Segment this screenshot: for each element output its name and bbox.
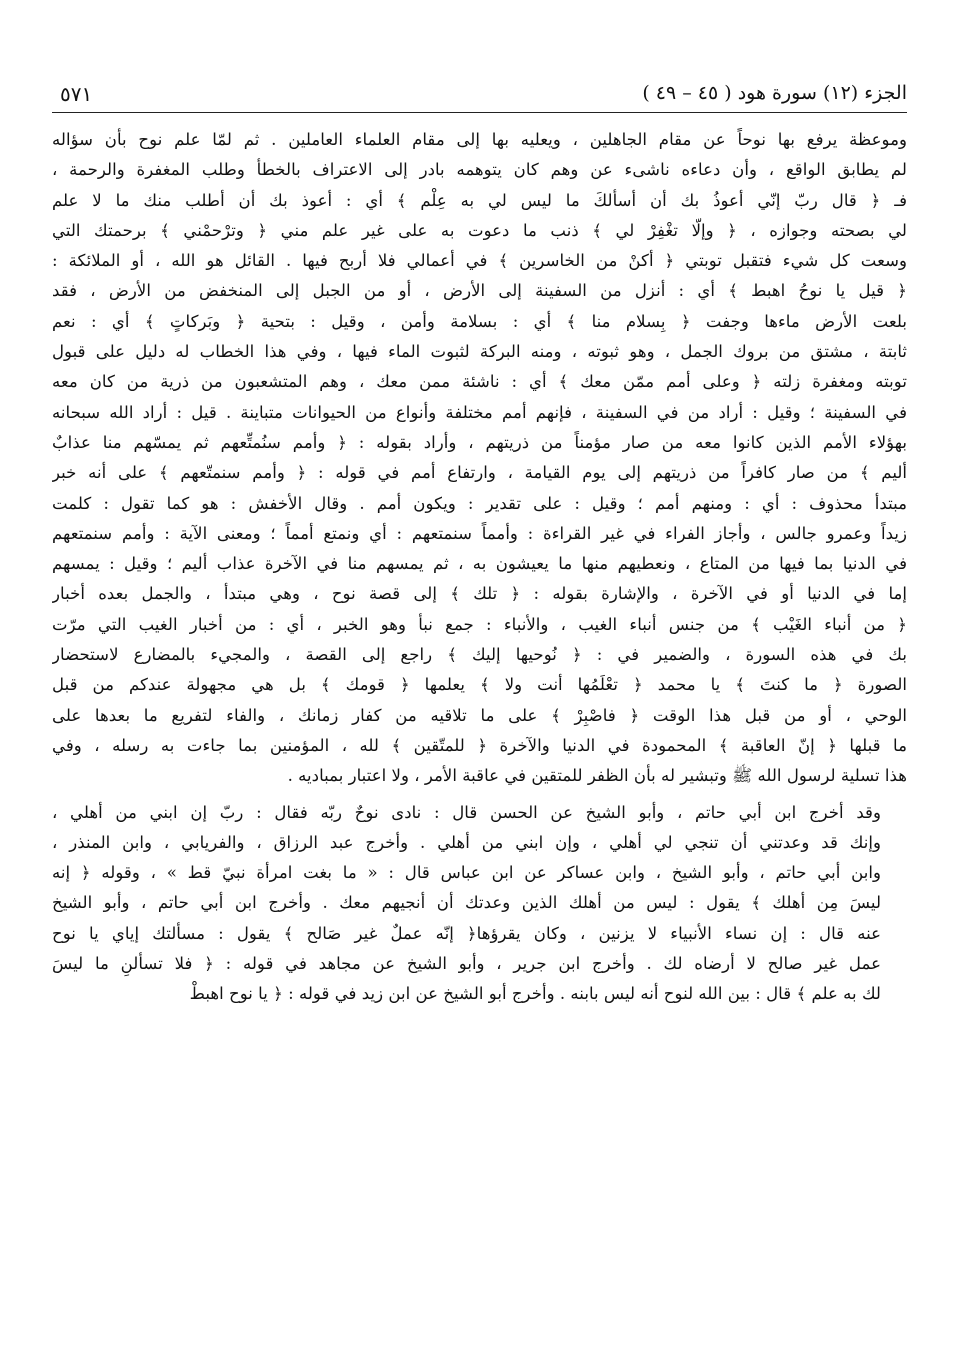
text-line: لك به علم ﴾ قال : بين الله لنوح أنه ليس بابنه . وأخرج أبو الشيخ عن ابن زيد في قوله : ﴿ يا نوح اهبطْ <box>189 984 881 1004</box>
text-line: لي بصحته وجوازه ، ﴿ وإلّا تغْفِرْ لي ﴾ ذنب ما دعوت به على غير علم مني ﴿ وترْحمْني ﴾ برحمتك التي <box>52 220 907 240</box>
text-line: بلعت الأرض ماءها وجفت ﴿ بِسلام منا ﴾ أي : بسلامة وأمن ، وقيل : بتحية ﴿ وبَركاتٍ ﴾ أي : نعم <box>52 311 907 331</box>
text-line: وابن أبي حاتم ، وأبو الشيخ ، وابن عساكر عن ابن عباس قال : « ما بغت امرأة نبيّ قط » ، وقوله ﴿ إنه <box>52 863 881 883</box>
page-number: ٥٧١ <box>60 82 93 106</box>
narrations-paragraph <box>52 798 907 1010</box>
text-line: ﴿ قيل يا نوحُ اهبط ﴾ أي : أنزل من السفينة إلى الأرض ، أو من الجبل إلى المنخفض من الأرض ، فقد <box>52 281 907 301</box>
text-line: بهؤلاء الأمم الذين كانوا معه من صار مؤمناً من ذريتهم ، وأراد بقوله : ﴿ وأمم سنُمتِّعهم ثم يمسّهم منا عذابٌ <box>52 432 907 452</box>
text-line: أليم ﴾ من صار كافراً من ذريتهم إلى يوم القيامة ، وارتفاع أمم في قوله : ﴿ وأمم سنمتّعهم ﴾ على أنه خبر <box>52 463 907 483</box>
text-line: وسعت كل شيء فتقبل توبتي ﴿ أكنْ من الخاسرين ﴾ في أعمالي فلا أربح فيها . القائل هو الله ، أو الملائكة : <box>52 251 907 271</box>
text-line: هذا تسلية لرسول الله ﷺ وتبشير له بأن الظفر للمتقين في عاقبة الأمر ، ولا اعتبار بمباديه . <box>287 766 907 786</box>
text-line: الوحي ، أو من قبل هذا الوقت ﴿ فاصْبِرْ ﴾ على ما تلاقيه من كفار زمانك ، والفاء لتفريع ما بعدها على <box>52 705 907 725</box>
running-title: الجزء (١٢) سورة هود ( ٤٥ – ٤٩ ) <box>642 82 907 104</box>
text-line: وإنك قد وعدتني أن تنجي لي أهلي ، وإن ابني من أهلي . وأخرج عبد الرزاق ، والفريابي ، وابن المنذر ، <box>52 832 881 852</box>
text-line: وقد أخرج ابن أبي حاتم ، وأبو الشيخ عن الحسن قال : نادى نوحٌ ربّه فقال : ربّ إن ابني من أهلي ، <box>52 802 881 822</box>
book-page <box>52 78 907 1010</box>
commentary-paragraph <box>52 125 907 792</box>
text-line: الصورة ﴿ ما كنتَ ﴾ يا محمد ﴿ تعْلَمُها أنت ولا ﴾ يعلمها ﴿ قومك ﴾ بل هي مجهولة عندكم من قبل <box>52 675 907 695</box>
text-line: ﴿ من أنباء الغَيْب ﴾ من جنس أنباء الغيب ، والأنباء : جمع نبأ وهو الخبر ، أي : من أخبار الغيب التي مرّت <box>52 614 907 634</box>
text-line: ليسَ مِن أهلك ﴾ يقول : ليس من أهلك الذين وعدتك أن أنجيهم معك . وأخرج ابن أبي حاتم ، وأبو الشيخ <box>52 893 881 913</box>
text-line: إما في الدنيا أو في الآخرة ، والإشارة بقوله : ﴿ تلك ﴾ إلى قصة نوح ، وهي مبتدأ ، والجمل بعده أخبار <box>52 584 907 604</box>
page-body <box>52 125 907 1010</box>
text-line: لم يطابق الواقع ، وأن دعاءه ناشىء عن وهم كان يتوهمه بادر إلى الاعتراف بالخطأ وطلب المغفرة والرحمة ، <box>52 160 907 180</box>
text-line: مبتدأ محذوف : أي : ومنهم أمم ؛ وقيل : على تقدير : ويكون أمم . وقال الأخفش : هو كما تقول : كلمت <box>52 493 907 513</box>
text-line: فـ ﴿ قال ربّ إنّي أعوذُ بك أن أسألكَ ما ليس لي به عِلْم ﴾ أي : أعوذ بك أن أطلب منك ما لا علم <box>52 190 907 210</box>
text-line: ثابتة ، مشتق من بروك الجمل ، وهو ثبوته ، ومنه البركة لثبوت الماء فيها ، وفي هذا الخطاب له دليل على قبول <box>52 342 907 362</box>
text-line: وموعظة يرفع بها نوحاً عن مقام الجاهلين ، ويعليه بها إلى مقام العلماء العاملين . ثم لمّا علم نوح بأن سؤاله <box>52 130 907 149</box>
text-line: عنه قال : إن نساء الأنبياء لا يزنين ، وكان يقرؤها﴿ إنّه عملٌ غير صَالح ﴾ يقول : مسألتك إياي يا نوح <box>52 923 881 943</box>
text-line: توبته ومغفرة زلته ﴿ وعلى أمم ممّن معك ﴾ أي : ناشئة ممن معك ، وهم المتشعبون من ذرية من كان معه <box>52 372 907 392</box>
text-line: في الدنيا بما فيها من المتاع ، ونعطيهم منها ما يعيشون به ، ثم يمسهم منا في الآخرة عذاب أليم ؛ وقيل : يمسهم <box>52 554 907 574</box>
text-line: ما قبلها ﴿ إنّ العاقبة ﴾ المحمودة في الدنيا والآخرة ﴿ للمتّقين ﴾ لله ، المؤمنين بما جاءت به رسله ، وفي <box>52 735 907 755</box>
text-line: في السفينة ؛ وقيل : أراد من في السفينة ، فإنهم أمم مختلفة وأنواع من الحيوانات متباينة . قيل : أراد الله سبحانه <box>52 402 907 422</box>
text-line: زيداً وعمرو جالس ، وأجاز الفراء في غير القراءة : وأمماً سنمتعهم : أي ونمتع أمماً ؛ ومعنى الآية : وأمم سنمتعهم <box>52 523 907 543</box>
page-header <box>52 78 907 113</box>
text-line: بك في هذه السورة ، والضمير في : ﴿ نُوحيها إليك ﴾ راجع إلى القصة ، والمجيء بالمضارع لاستحضار <box>52 645 907 665</box>
text-line: عمل غير صالح لا أرضاه لك . وأخرج ابن جرير ، وأبو الشيخ عن مجاهد في قوله : ﴿ فلا تسألنِ ما ليسَ <box>52 954 881 974</box>
